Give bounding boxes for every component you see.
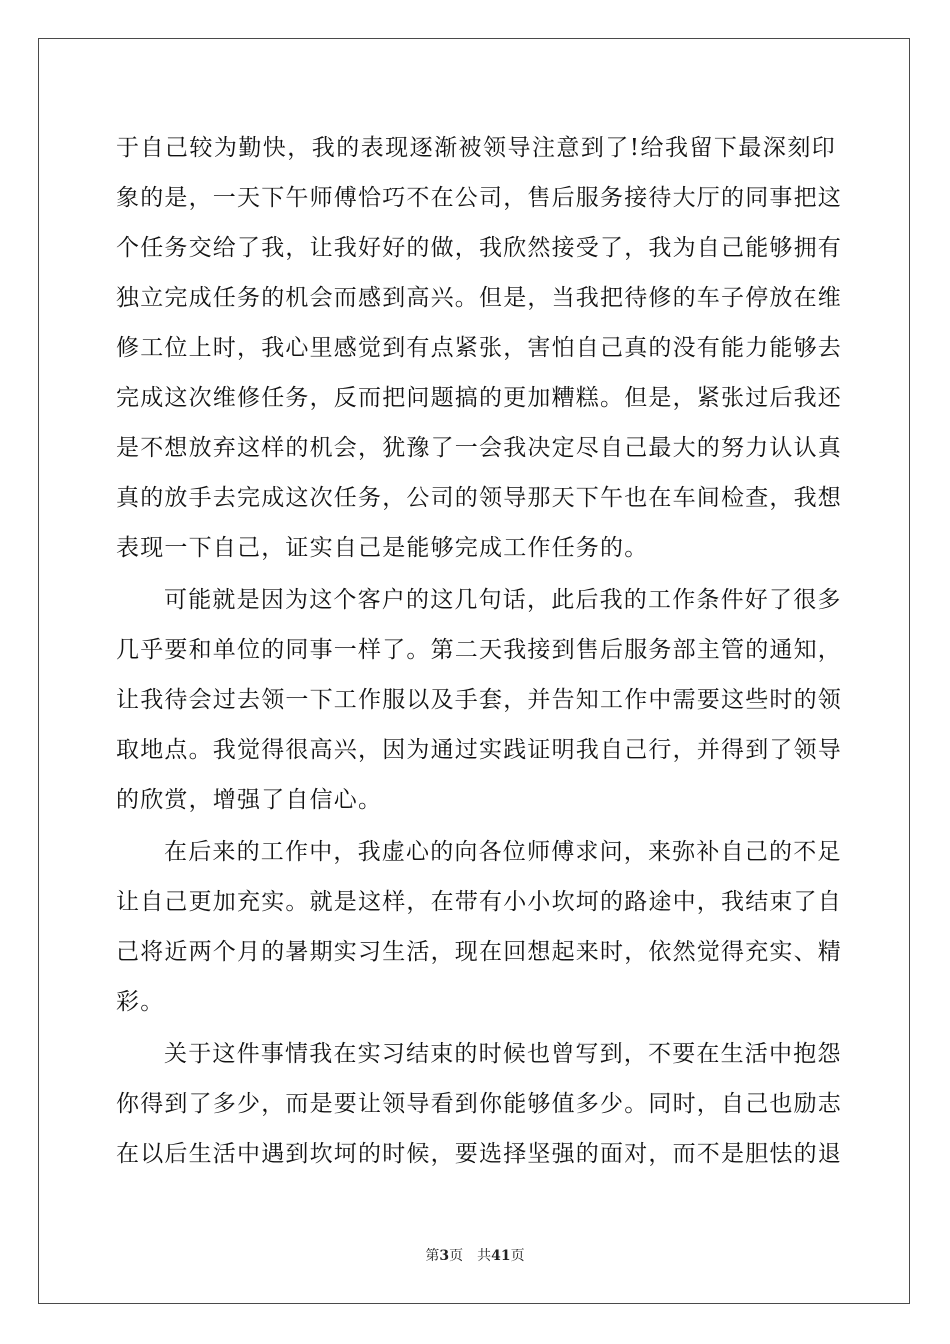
text-line: 己将近两个月的暑期实习生活，现在回想起来时，依然觉得充实、精 <box>116 939 842 965</box>
total-suffix: 页 <box>510 1248 525 1264</box>
text-line: 彩。 <box>116 989 165 1015</box>
total-pages: 41 <box>491 1248 511 1264</box>
text-line: 是不想放弃这样的机会，犹豫了一会我决定尽自己最大的努力认认真 <box>116 435 842 461</box>
page-number: 3 <box>439 1248 450 1264</box>
page-suffix: 页 <box>449 1248 464 1264</box>
text-line: 个任务交给了我，让我好好的做，我欣然接受了，我为自己能够拥有 <box>116 235 842 261</box>
paragraph-first-line: 可能就是因为这个客户的这几句话，此后我的工作条件好了很多 <box>164 587 842 613</box>
text-line: 让我待会过去领一下工作服以及手套，并告知工作中需要这些时的领 <box>116 687 842 713</box>
paragraph-first-line: 关于这件事情我在实习结束的时候也曾写到，不要在生活中抱怨 <box>164 1041 842 1067</box>
text-line: 于自己较为勤快，我的表现逐渐被领导注意到了!给我留下最深刻印 <box>116 135 836 161</box>
text-line: 独立完成任务的机会而感到高兴。但是，当我把待修的车子停放在维 <box>116 285 842 311</box>
text-line: 在以后生活中遇到坎坷的时候，要选择坚强的面对，而不是胆怯的退 <box>116 1141 842 1167</box>
page-prefix: 第 <box>425 1248 440 1264</box>
text-line: 真的放手去完成这次任务，公司的领导那天下午也在车间检查，我想 <box>116 485 842 511</box>
text-line: 象的是，一天下午师傅恰巧不在公司，售后服务接待大厅的同事把这 <box>116 185 842 211</box>
text-line: 让自己更加充实。就是这样，在带有小小坎坷的路途中，我结束了自 <box>116 889 842 915</box>
paragraph-first-line: 在后来的工作中，我虚心的向各位师傅求问，来弥补自己的不足 <box>164 839 842 865</box>
text-line: 你得到了多少，而是要让领导看到你能够值多少。同时，自己也励志 <box>116 1091 842 1117</box>
text-line: 修工位上时，我心里感觉到有点紧张，害怕自己真的没有能力能够去 <box>116 335 842 361</box>
text-line: 几乎要和单位的同事一样了。第二天我接到售后服务部主管的通知， <box>116 637 842 663</box>
text-line: 的欣赏，增强了自信心。 <box>116 787 383 813</box>
page-footer <box>0 1246 950 1266</box>
text-line: 取地点。我觉得很高兴，因为通过实践证明我自己行，并得到了领导 <box>116 737 842 763</box>
total-prefix: 共 <box>477 1248 492 1264</box>
text-line: 完成这次维修任务，反而把问题搞的更加糟糕。但是，紧张过后我还 <box>116 385 842 411</box>
text-line: 表现一下自己，证实自己是能够完成工作任务的。 <box>116 535 649 561</box>
